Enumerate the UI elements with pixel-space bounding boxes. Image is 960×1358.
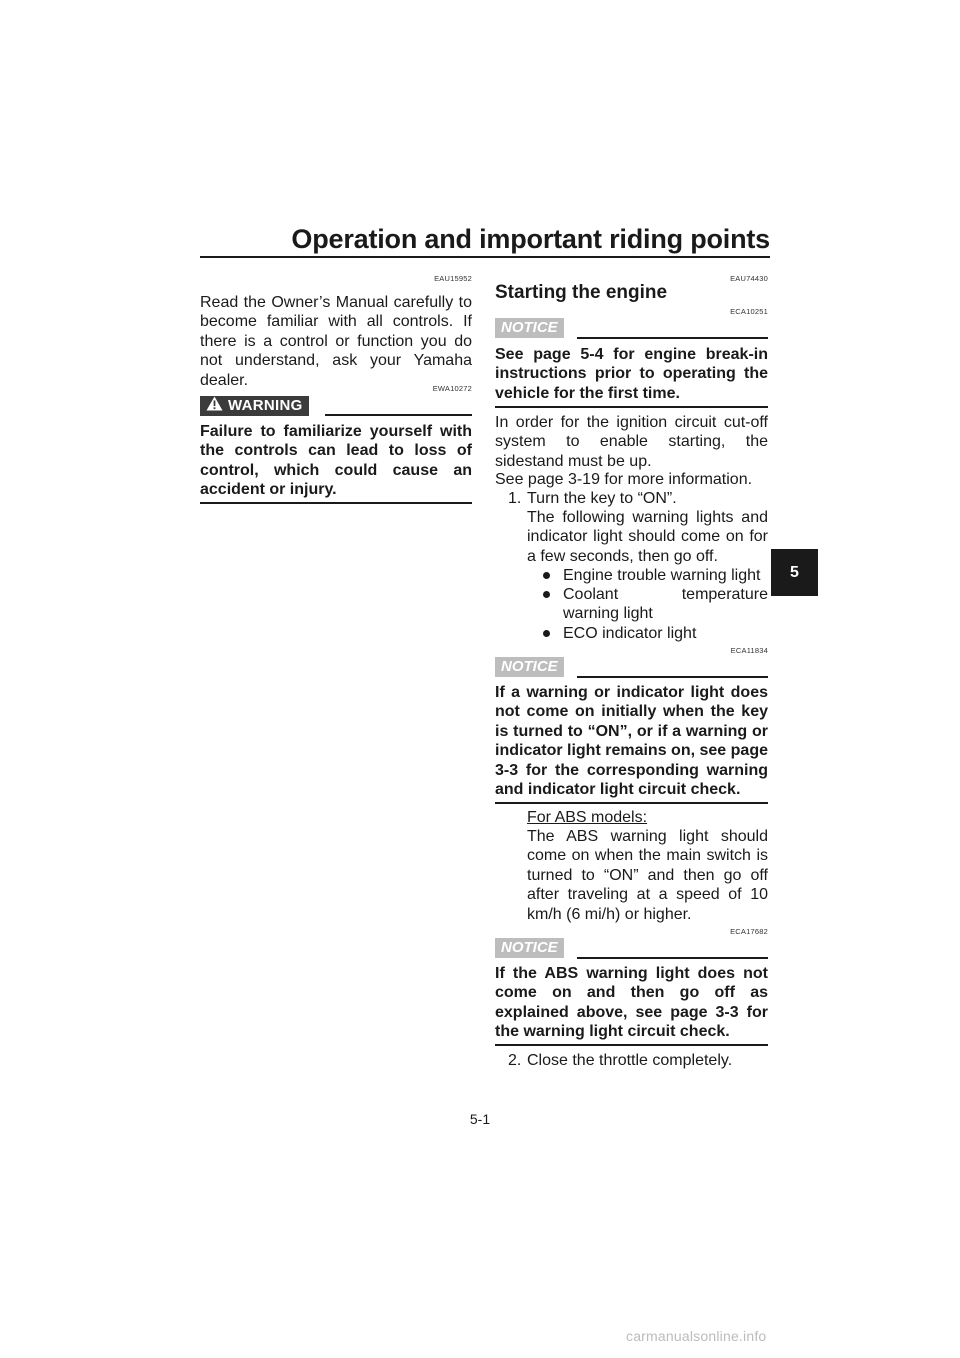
notice-end-rule	[495, 802, 768, 804]
warning-label	[200, 396, 309, 416]
bullet-icon	[543, 572, 550, 579]
intro-paragraph: Read the Owner’s Manual carefully to become familiar with all controls. If there is a control or function you do not understand, ask your Yamaha dealer.	[200, 294, 472, 389]
list-item	[543, 624, 768, 643]
warning-rule	[325, 414, 472, 416]
notice-label: NOTICE	[495, 318, 564, 338]
warning-end-rule	[200, 502, 472, 504]
reference-code: EWA10272	[432, 384, 472, 393]
warning-text: Failure to familiarize yourself with the controls can lead to loss of control, which could cause an accident or injury.	[200, 423, 472, 499]
bullet-icon	[543, 630, 550, 637]
notice-end-rule	[495, 406, 768, 408]
abs-text: The ABS warning light should come on when the main switch is turned to “ON” and then go off after traveling at a speed of 10 km/h (6 mi/h) or higher.	[527, 828, 768, 923]
section-title: Starting the engine	[495, 282, 668, 303]
abs-heading: For ABS models:	[527, 809, 648, 826]
notice-label: NOTICE	[495, 657, 564, 677]
warning-label-text: WARNING	[228, 397, 303, 414]
list-item-text: Coolant temperature warning light	[563, 586, 768, 623]
reference-code: EAU74430	[730, 274, 768, 283]
notice-rule	[577, 676, 768, 678]
bullet-icon	[543, 591, 550, 598]
reference-code: ECA17682	[730, 927, 768, 936]
warning-icon	[206, 396, 223, 417]
notice-text: If a warning or indicator light does not come on initially when the key is turned to “ON”, or if a warning or indicator light remains on, see page 3-3 for the corresponding warning and indicator light circuit check.	[495, 684, 768, 799]
list-item	[543, 585, 768, 624]
reference-code: ECA10251	[730, 307, 768, 316]
reference-code: EAU15952	[434, 274, 472, 283]
page-number: 5-1	[469, 1111, 491, 1127]
title-divider	[200, 256, 770, 258]
page-title: Operation and important riding points	[291, 224, 770, 254]
chapter-tab[interactable]: 5	[771, 549, 818, 596]
paragraph: See page 3-19 for more information.	[495, 471, 753, 488]
notice-text: See page 5-4 for engine break-in instructions prior to operating the vehicle for the first time.	[495, 346, 768, 402]
step-detail: The following warning lights and indicator light should come on for a few seconds, then go off.	[527, 509, 768, 565]
notice-rule	[577, 337, 768, 339]
paragraph: In order for the ignition circuit cut-off system to enable starting, the sidestand must be up.	[495, 414, 768, 470]
notice-rule	[577, 957, 768, 959]
step-text: Close the throttle completely.	[527, 1052, 733, 1069]
notice-text: If the ABS warning light does not come on and then go off as explained above, see page 3-3 for the warning light circuit check.	[495, 965, 768, 1041]
notice-end-rule	[495, 1044, 768, 1046]
step-number: 1.	[508, 490, 522, 507]
notice-label: NOTICE	[495, 938, 564, 958]
step-number: 2.	[508, 1052, 522, 1069]
reference-code: ECA11834	[730, 646, 768, 655]
watermark: carmanualsonline.info	[626, 1328, 767, 1344]
list-item-text: Engine trouble warning light	[563, 567, 761, 584]
list-item	[543, 566, 768, 585]
step-text: Turn the key to “ON”.	[527, 490, 677, 507]
list-item-text: ECO indicator light	[563, 625, 697, 642]
